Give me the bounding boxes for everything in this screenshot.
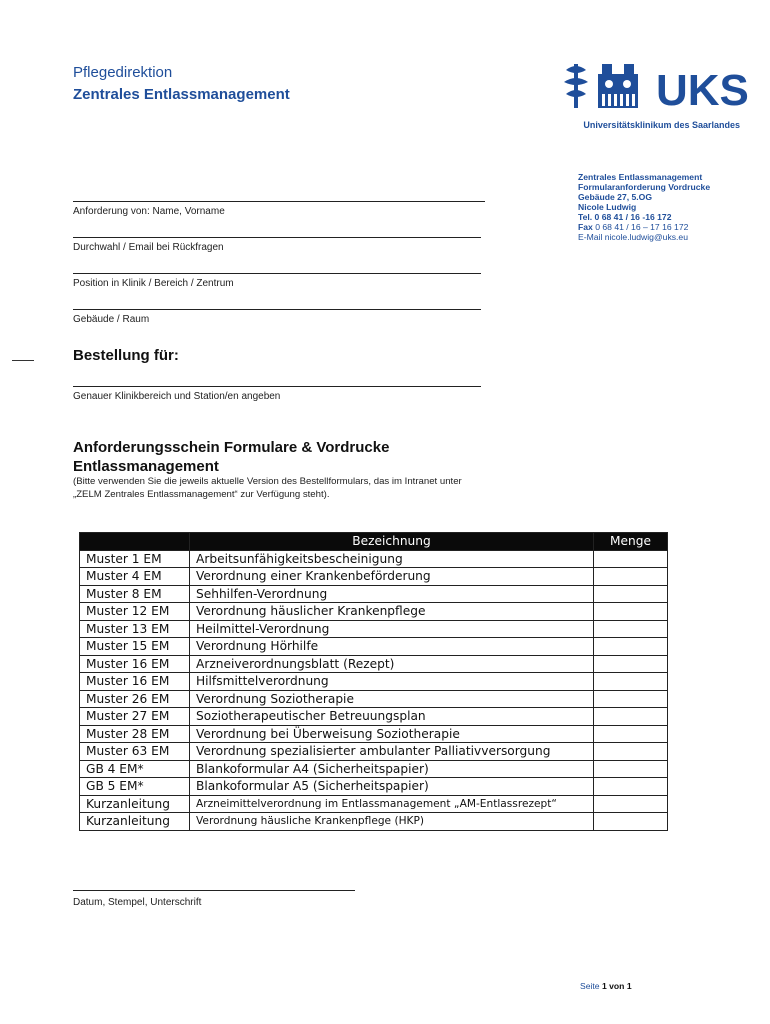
table-row xyxy=(80,603,668,621)
quantity-input-cell[interactable] xyxy=(594,690,668,708)
phone-email-label: Durchwahl / Email bei Rückfragen xyxy=(73,242,224,253)
department-name: Pflegedirektion xyxy=(73,64,173,81)
form-name-cell: Soziotherapeutischer Betreuungsplan xyxy=(190,708,594,726)
name-header: Bezeichnung xyxy=(190,533,594,551)
table-row xyxy=(80,690,668,708)
quantity-input-cell[interactable] xyxy=(594,550,668,568)
fax-label: Fax xyxy=(578,222,593,232)
table-header-row xyxy=(80,533,668,551)
table-row xyxy=(80,655,668,673)
logo-subtitle: Universitätsklinikum des Saarlandes xyxy=(583,120,740,130)
fax-value: 0 68 41 / 16 – 17 16 172 xyxy=(592,222,689,232)
table-row xyxy=(80,795,668,813)
table-row xyxy=(80,743,668,761)
form-code-cell: Muster 16 EM xyxy=(80,655,190,673)
usage-note-line2: „ZELM Zentrales Entlassmanagement“ zur Verfügung steht). xyxy=(73,489,330,500)
form-name-cell: Arbeitsunfähigkeitsbescheinigung xyxy=(190,550,594,568)
table-row xyxy=(80,725,668,743)
form-code-cell: Muster 1 EM xyxy=(80,550,190,568)
quantity-input-cell[interactable] xyxy=(594,638,668,656)
form-code-cell: GB 5 EM* xyxy=(80,778,190,796)
page-prefix: Seite xyxy=(580,981,602,991)
requester-input-line[interactable] xyxy=(73,201,485,202)
building-label: Gebäude / Raum xyxy=(73,314,150,325)
quantity-input-cell[interactable] xyxy=(594,795,668,813)
table-row xyxy=(80,708,668,726)
quantity-input-cell[interactable] xyxy=(594,655,668,673)
form-name-cell: Sehhilfen-Verordnung xyxy=(190,585,594,603)
form-title xyxy=(73,438,389,476)
quantity-input-cell[interactable] xyxy=(594,813,668,831)
form-name-cell: Arzneiverordnungsblatt (Rezept) xyxy=(190,655,594,673)
signature-input-line[interactable] xyxy=(73,890,355,891)
forms-table xyxy=(79,532,668,831)
quantity-input-cell[interactable] xyxy=(594,620,668,638)
logo-wordmark: UKS xyxy=(656,66,749,112)
form-name-cell: Blankoformular A5 (Sicherheitspapier) xyxy=(190,778,594,796)
table-row xyxy=(80,673,668,691)
contact-line: Zentrales Entlassmanagement xyxy=(578,172,703,182)
table-row xyxy=(80,620,668,638)
uks-logo xyxy=(560,60,750,112)
logo-emblem-icon xyxy=(560,60,750,112)
building-input-line[interactable] xyxy=(73,309,481,310)
position-label: Position in Klinik / Bereich / Zentrum xyxy=(73,278,234,289)
form-name-cell: Heilmittel-Verordnung xyxy=(190,620,594,638)
table-row xyxy=(80,813,668,831)
quantity-input-cell[interactable] xyxy=(594,673,668,691)
order-heading: Bestellung für: xyxy=(73,347,179,364)
form-code-cell: Muster 4 EM xyxy=(80,568,190,586)
page-current: 1 von 1 xyxy=(601,981,632,991)
department-hint-label: Genauer Klinikbereich und Station/en angeben xyxy=(73,391,281,402)
quantity-input-cell[interactable] xyxy=(594,778,668,796)
contact-block xyxy=(578,172,710,242)
usage-note xyxy=(73,475,462,501)
department-input-line[interactable] xyxy=(73,386,481,387)
form-name-cell: Verordnung einer Krankenbeförderung xyxy=(190,568,594,586)
form-name-cell: Hilfsmittelverordnung xyxy=(190,673,594,691)
quantity-input-cell[interactable] xyxy=(594,743,668,761)
contact-line: Formularanforderung Vordrucke xyxy=(578,182,711,192)
unit-name: Zentrales Entlassmanagement xyxy=(73,86,290,103)
quantity-input-cell[interactable] xyxy=(594,708,668,726)
table-row xyxy=(80,550,668,568)
quantity-input-cell[interactable] xyxy=(594,585,668,603)
contact-phone: Tel. 0 68 41 / 16 -16 172 xyxy=(578,212,672,222)
code-header xyxy=(80,533,190,551)
form-code-cell: Muster 15 EM xyxy=(80,638,190,656)
form-code-cell: GB 4 EM* xyxy=(80,760,190,778)
form-code-cell: Kurzanleitung xyxy=(80,813,190,831)
contact-fax xyxy=(578,222,710,232)
contact-line: Nicole Ludwig xyxy=(578,202,637,212)
form-code-cell: Muster 8 EM xyxy=(80,585,190,603)
qty-header: Menge xyxy=(594,533,668,551)
contact-email: E-Mail nicole.ludwig@uks.eu xyxy=(578,232,688,242)
form-name-cell: Verordnung Hörhilfe xyxy=(190,638,594,656)
page-number xyxy=(580,981,632,991)
quantity-input-cell[interactable] xyxy=(594,568,668,586)
usage-note-line1: (Bitte verwenden Sie die jeweils aktuelle Version des Bestellformulars, das im Intranet unter xyxy=(73,476,462,487)
contact-line: Gebäude 27, 5.OG xyxy=(578,192,653,202)
form-name-cell: Verordnung häuslicher Krankenpflege xyxy=(190,603,594,621)
form-code-cell: Muster 12 EM xyxy=(80,603,190,621)
quantity-input-cell[interactable] xyxy=(594,725,668,743)
table-row xyxy=(80,760,668,778)
form-name-cell: Verordnung Soziotherapie xyxy=(190,690,594,708)
table-row xyxy=(80,778,668,796)
form-code-cell: Muster 28 EM xyxy=(80,725,190,743)
form-name-cell: Verordnung spezialisierter ambulanter Palliativversorgung xyxy=(190,743,594,761)
form-code-cell: Muster 16 EM xyxy=(80,673,190,691)
form-title-line2: Entlassmanagement xyxy=(73,458,219,475)
quantity-input-cell[interactable] xyxy=(594,760,668,778)
form-title-line1: Anforderungsschein Formulare & Vordrucke xyxy=(73,439,390,456)
form-code-cell: Muster 63 EM xyxy=(80,743,190,761)
form-code-cell: Muster 13 EM xyxy=(80,620,190,638)
quantity-input-cell[interactable] xyxy=(594,603,668,621)
signature-label: Datum, Stempel, Unterschrift xyxy=(73,897,202,908)
form-name-cell: Arzneimittelverordnung im Entlassmanagement „AM-Entlassrezept“ xyxy=(190,795,594,813)
table-row xyxy=(80,585,668,603)
phone-email-input-line[interactable] xyxy=(73,237,481,238)
form-code-cell: Kurzanleitung xyxy=(80,795,190,813)
requester-label: Anforderung von: Name, Vorname xyxy=(73,206,225,217)
form-code-cell: Muster 26 EM xyxy=(80,690,190,708)
form-name-cell: Verordnung häusliche Krankenpflege (HKP) xyxy=(190,813,594,831)
form-name-cell: Verordnung bei Überweisung Soziotherapie xyxy=(190,725,594,743)
table-row xyxy=(80,568,668,586)
form-name-cell: Blankoformular A4 (Sicherheitspapier) xyxy=(190,760,594,778)
table-row xyxy=(80,638,668,656)
position-input-line[interactable] xyxy=(73,273,481,274)
form-code-cell: Muster 27 EM xyxy=(80,708,190,726)
fold-mark xyxy=(12,360,34,361)
